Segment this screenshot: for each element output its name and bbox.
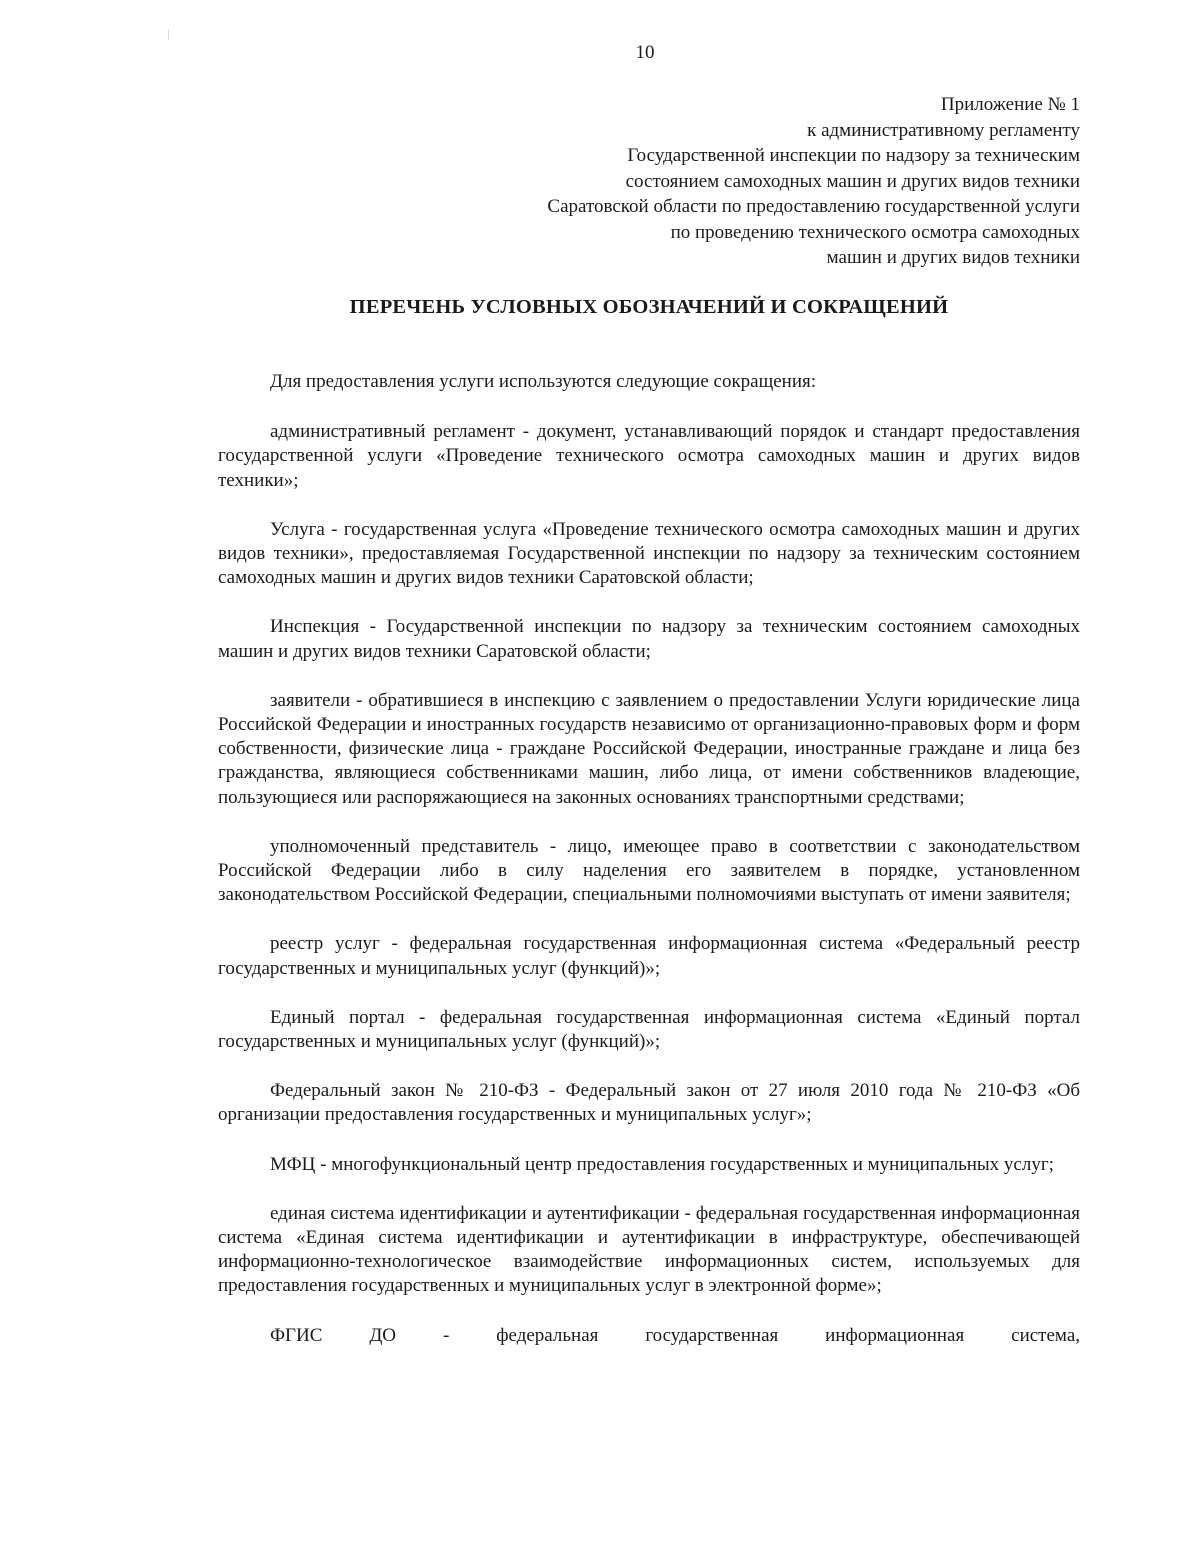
- appendix-line: к административному регламенту: [807, 119, 1080, 141]
- definition-admin-regulation: административный регламент - документ, устанавливающий порядок и стандарт предоставления государственной услуги «Проведение технического осмотра самоходных машин и других видов техники»;: [218, 421, 1080, 491]
- appendix-line: состоянием самоходных машин и других видов техники: [625, 170, 1080, 192]
- appendix-line: Государственной инспекции по надзору за техническим: [627, 145, 1080, 166]
- definition-service: Услуга - государственная услуга «Проведение технического осмотра самоходных машин и других видов техники», предоставляемая Государственной инспекции по надзору за техническим состоянием самоходных машин и других видов техники Саратовской области;: [218, 518, 1080, 589]
- definition-fgis-do: ФГИС ДО - федеральная государственная информационная система,: [270, 1324, 1080, 1346]
- scan-artifact: [168, 30, 169, 40]
- definition-inspection: Инспекция - Государственной инспекции по надзору за техническим состоянием самоходных машин и других видов техники Саратовской области;: [218, 616, 1080, 662]
- document-body: [218, 370, 1080, 1373]
- definition-representative: уполномоченный представитель - лицо, имеющее право в соответствии с законодательством Российской Федерации либо в силу наделения его заявителем в порядке, установленном законодательством Российской Федерации, специальными полномочиями выступать от имени заявителя;: [218, 835, 1080, 906]
- definition-esia: единая система идентификации и аутентификации - федеральная государственная информационная система «Единая система идентификации и аутентификации в инфраструктуре, обеспечивающей информационно-технологическое взаимодействие информационных систем, используемых для предоставления государственных и муниципальных услуг в электронной форме»;: [218, 1202, 1080, 1297]
- page-number: 10: [635, 42, 655, 63]
- appendix-line: по проведению технического осмотра самоходных: [670, 221, 1080, 243]
- appendix-line: Саратовской области по предоставлению государственной услуги: [547, 196, 1080, 217]
- appendix-line: Приложение № 1: [940, 94, 1080, 115]
- appendix-line: машин и других видов техники: [826, 247, 1080, 268]
- definition-federal-law: Федеральный закон № 210-ФЗ - Федеральный закон от 27 июля 2010 года № 210-ФЗ «Об организации предоставления государственных и муниципальных услуг»;: [218, 1080, 1080, 1126]
- definition-applicants: заявители - обратившиеся в инспекцию с заявлением о предоставлении Услуги юридические лица Российской Федерации и иностранных государств независимо от организационно-правовых форм и форм собственности, физические лица - граждане Российской Федерации, иностранные граждане и лица без гражданства, являющиеся собственниками машин, либо лица, от имени собственников владеющие, пользующиеся или распоряжающиеся на законных основаниях транспортными средствами;: [218, 689, 1080, 808]
- intro-paragraph: Для предоставления услуги используются следующие сокращения:: [270, 371, 817, 392]
- definition-unified-portal: Единый портал - федеральная государственная информационная система «Единый портал государственных и муниципальных услуг (функций)»;: [218, 1006, 1080, 1053]
- appendix-header: [547, 92, 1080, 271]
- document-title: ПЕРЕЧЕНЬ УСЛОВНЫХ ОБОЗНАЧЕНИЙ И СОКРАЩЕНИЙ: [349, 296, 949, 318]
- definition-mfc: МФЦ - многофункциональный центр предоставления государственных и муниципальных услуг;: [270, 1153, 1054, 1175]
- definition-service-registry: реестр услуг - федеральная государственная информационная система «Федеральный реестр государственных и муниципальных услуг (функций)»;: [218, 933, 1080, 979]
